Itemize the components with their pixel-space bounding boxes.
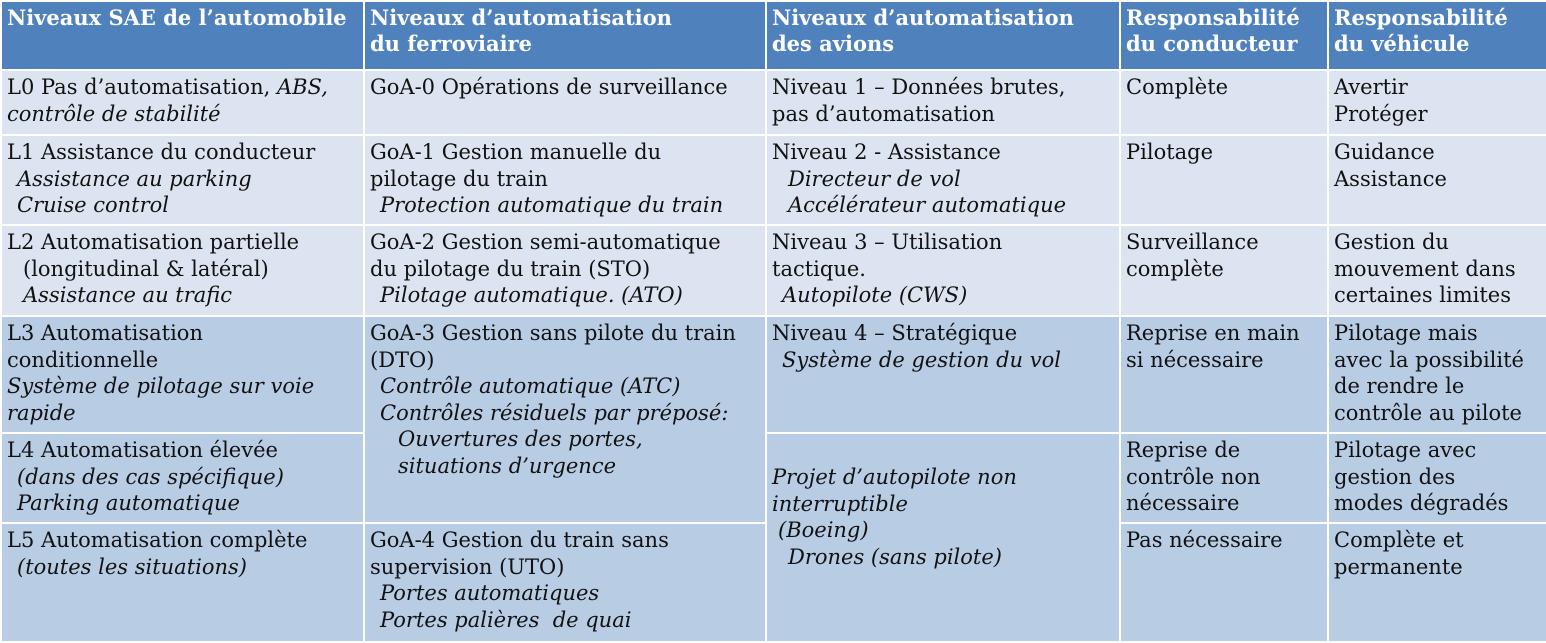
cell-text-italic: Cruise control (17, 193, 169, 217)
cell-air-n1 (766, 70, 1120, 135)
cell-text: de rendre le (1334, 374, 1465, 398)
cell-text: gestion des (1334, 464, 1456, 489)
cell-text: (DTO) (370, 347, 435, 372)
cell-auto-l5 (1, 523, 364, 642)
cell-vehicle-l2 (1328, 225, 1546, 316)
cell-line (7, 74, 358, 101)
cell-text: GoA-4 Gestion du train sans (370, 528, 669, 552)
cell-text: (longitudinal & latéral) (23, 256, 269, 281)
cell-text: si nécessaire (1126, 347, 1264, 372)
cell-text-italic: Pilotage automatique. (ATO) (380, 283, 683, 307)
cell-text: pas d’automatisation (772, 101, 995, 126)
cell-text-italic: Système de pilotage sur voie (7, 374, 315, 398)
cell-text: Niveau 3 – Utilisation (772, 230, 1003, 254)
header-aviation (766, 1, 1120, 70)
cell-text: modes dégradés (1334, 491, 1509, 515)
table-row (1, 135, 1546, 225)
table-row (1, 70, 1546, 135)
cell-text: pilotage du train (370, 166, 548, 191)
cell-text: GoA-1 Gestion manuelle du (370, 140, 662, 164)
cell-driver-l3 (1120, 316, 1328, 433)
cell-auto-l1 (1, 135, 364, 225)
header-text: Niveaux SAE de l’automobile (7, 5, 347, 30)
header-text: Niveaux d’automatisation (772, 5, 1074, 30)
cell-text: du pilotage du train (STO) (370, 256, 651, 281)
cell-text: complète (1126, 256, 1224, 281)
cell-text: avec la possibilité (1334, 347, 1524, 372)
header-text: Responsabilité (1126, 5, 1300, 30)
cell-text-italic: interruptible (772, 491, 908, 516)
cell-text: Reprise de (1126, 438, 1241, 462)
cell-text-italic: (dans des cas spécifique) (17, 464, 284, 489)
cell-text: Reprise en main (1126, 321, 1300, 345)
cell-text: tactique. (772, 256, 866, 281)
cell-text: permanente (1334, 554, 1463, 579)
header-text: des avions (772, 31, 895, 56)
cell-text: Pas nécessaire (1126, 528, 1283, 552)
table-row (1, 316, 1546, 433)
cell-text: Complète (1126, 75, 1229, 99)
cell-text: L1 Assistance du conducteur (7, 140, 316, 164)
cell-text-italic: Assistance au parking (17, 166, 252, 191)
cell-driver-l0 (1120, 70, 1328, 135)
cell-air-n5 (766, 433, 1120, 642)
cell-text-italic: Drones (sans pilote) (788, 544, 1002, 569)
cell-vehicle-l3 (1328, 316, 1546, 433)
cell-text-italic: Portes palières de quai (380, 607, 632, 632)
cell-driver-l5 (1120, 523, 1328, 642)
cell-text: L3 Automatisation (7, 321, 203, 345)
cell-text: Protéger (1334, 101, 1428, 126)
cell-air-n3 (766, 225, 1120, 316)
cell-text: Pilotage mais (1334, 321, 1478, 345)
cell-text-italic: (toutes les situations) (17, 554, 247, 579)
cell-vehicle-l1 (1328, 135, 1546, 225)
cell-air-n2 (766, 135, 1120, 225)
cell-text-italic: Ouvertures des portes, (398, 427, 643, 451)
cell-auto-l0 (1, 70, 364, 135)
header-text: Niveaux d’automatisation (370, 5, 672, 30)
cell-text: nécessaire (1126, 491, 1240, 515)
cell-text-italic: rapide (7, 400, 76, 425)
cell-text: Pilotage (1126, 140, 1214, 164)
cell-rail-goa3 (364, 316, 766, 523)
cell-text: Niveau 2 - Assistance (772, 140, 1001, 164)
header-row (1, 1, 1546, 70)
header-text: du ferroviaire (370, 31, 532, 56)
table-row (1, 433, 1546, 523)
cell-text-italic: Projet d’autopilote non (772, 465, 1017, 489)
cell-text-italic: Protection automatique du train (380, 193, 724, 217)
cell-text-italic: Autopilote (CWS) (782, 283, 968, 307)
cell-driver-l1 (1120, 135, 1328, 225)
cell-text: Complète et (1334, 528, 1464, 552)
cell-text-italic: Assistance au trafic (23, 283, 233, 307)
cell-text: L4 Automatisation élevée (7, 438, 278, 462)
cell-rail-goa0 (364, 70, 766, 135)
cell-text-italic: ABS, (276, 75, 328, 99)
cell-vehicle-l4 (1328, 433, 1546, 523)
cell-text: conditionnelle (7, 347, 159, 372)
cell-text: Surveillance (1126, 230, 1259, 254)
header-text: du véhicule (1334, 31, 1470, 56)
cell-driver-l4 (1120, 433, 1328, 523)
header-text: du conducteur (1126, 31, 1298, 56)
cell-vehicle-l5 (1328, 523, 1546, 642)
cell-text-italic: contrôle de stabilité (7, 101, 221, 126)
cell-auto-l3 (1, 316, 364, 433)
cell-text-italic: (Boeing) (778, 518, 869, 542)
cell-text-italic: Accélérateur automatique (788, 193, 1067, 217)
cell-rail-goa2 (364, 225, 766, 316)
cell-auto-l4 (1, 433, 364, 523)
header-text: Responsabilité (1334, 5, 1508, 30)
table-row (1, 225, 1546, 316)
cell-text: L5 Automatisation complète (7, 528, 308, 552)
cell-text: contrôle non (1126, 464, 1261, 489)
cell-text-italic: Système de gestion du vol (782, 347, 1061, 372)
cell-text: Niveau 4 – Stratégique (772, 321, 1018, 345)
cell-text: certaines limites (1334, 283, 1512, 307)
cell-text: mouvement dans (1334, 256, 1516, 281)
cell-text: Niveau 1 – Données brutes, (772, 75, 1066, 99)
cell-text: GoA-3 Gestion sans pilote du train (370, 321, 736, 345)
cell-auto-l2 (1, 225, 364, 316)
cell-text: Assistance (1334, 166, 1447, 191)
cell-text: supervision (UTO) (370, 554, 565, 579)
header-driver-responsibility (1120, 1, 1328, 70)
header-automobile (1, 1, 364, 70)
cell-driver-l2 (1120, 225, 1328, 316)
cell-text: contrôle au pilote (1334, 400, 1522, 425)
cell-text: GoA-2 Gestion semi-automatique (370, 230, 721, 254)
cell-rail-goa1 (364, 135, 766, 225)
cell-text: L0 Pas d’automatisation, (7, 75, 277, 99)
cell-text-italic: Parking automatique (17, 491, 240, 515)
cell-text: Avertir (1334, 75, 1408, 99)
cell-text-italic: Contrôles résiduels par préposé: (380, 400, 729, 425)
cell-rail-goa4 (364, 523, 766, 642)
cell-text: Pilotage avec (1334, 438, 1477, 462)
cell-text-italic: Contrôle automatique (ATC) (380, 374, 681, 398)
cell-vehicle-l0 (1328, 70, 1546, 135)
header-vehicle-responsibility (1328, 1, 1546, 70)
header-rail (364, 1, 766, 70)
cell-text-italic: Directeur de vol (788, 166, 961, 191)
cell-text-italic: Portes automatiques (380, 581, 600, 605)
cell-text: Guidance (1334, 140, 1435, 164)
cell-air-n4 (766, 316, 1120, 433)
cell-text-italic: situations d’urgence (398, 453, 617, 478)
cell-text: L2 Automatisation partielle (7, 230, 300, 254)
cell-text: Gestion du (1334, 230, 1449, 254)
cell-text: GoA-0 Opérations de surveillance (370, 75, 728, 99)
